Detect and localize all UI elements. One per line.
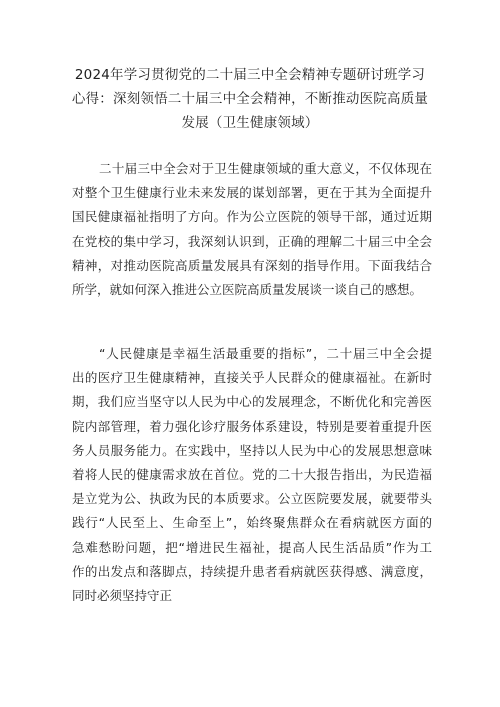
paragraph-line: 国民健康福祉指明了方向。作为公立医院的领导干部，通过近期: [72, 209, 432, 225]
title-line: 2024年学习贯彻党的二十届三中全会精神专题研讨班学习: [74, 67, 426, 83]
paragraph-line: “人民健康是幸福生活最重要的指标”，二十届三中全会提: [99, 346, 432, 361]
paragraph-line: 精神，对推动医院高质量发展具有深刻的指导作用。下面我结合: [72, 257, 432, 273]
paragraph-line: 务人员服务能力。在实践中，坚持以人民为中心的发展思想意味: [72, 442, 432, 458]
paragraph-line: 同时必须坚持守正: [72, 587, 173, 603]
document-title: [60, 63, 440, 135]
paragraph-1: [72, 157, 432, 302]
paragraph-line: 着将人民的健康需求放在首位。党的二十大报告指出，为民造福: [72, 466, 432, 482]
paragraph-line: 出的医疗卫生健康精神，直接关乎人民群众的健康福祉。在新时: [72, 370, 432, 386]
paragraph-2: [72, 342, 432, 608]
paragraph-line: 所学，就如何深入推进公立医院高质量发展谈一谈自己的感想。: [72, 281, 423, 297]
paragraph-line: 践行“人民至上、生命至上”，始终聚焦群众在看病就医方面的: [72, 515, 432, 531]
paragraph-line: 院内部管理，着力强化诊疗服务体系建设，特别是要着重提升医: [72, 418, 432, 434]
title-line: 发展（卫生健康领域）: [181, 115, 319, 131]
paragraph-line: 期，我们应当坚守以人民为中心的发展理念，不断优化和完善医: [72, 394, 432, 410]
title-line: 心得：深刻领悟二十届三中全会精神，不断推动医院高质量: [71, 91, 429, 107]
paragraph-line: 在党校的集中学习，我深刻认识到，正确的理解二十届三中全会: [72, 233, 432, 249]
paragraph-line: 二十届三中全会对于卫生健康领域的重大意义，不仅体现在: [99, 161, 432, 176]
paragraph-line: 对整个卫生健康行业未来发展的谋划部署，更在于其为全面提升: [72, 185, 432, 201]
paragraph-line: 作的出发点和落脚点，持续提升患者看病就医获得感、满意度，: [72, 563, 432, 579]
paragraph-line: 急难愁盼问题，把“增进民生福祉，提高人民生活品质”作为工: [72, 539, 432, 555]
paragraph-line: 是立党为公、执政为民的本质要求。公立医院要发展，就要带头: [72, 491, 432, 507]
